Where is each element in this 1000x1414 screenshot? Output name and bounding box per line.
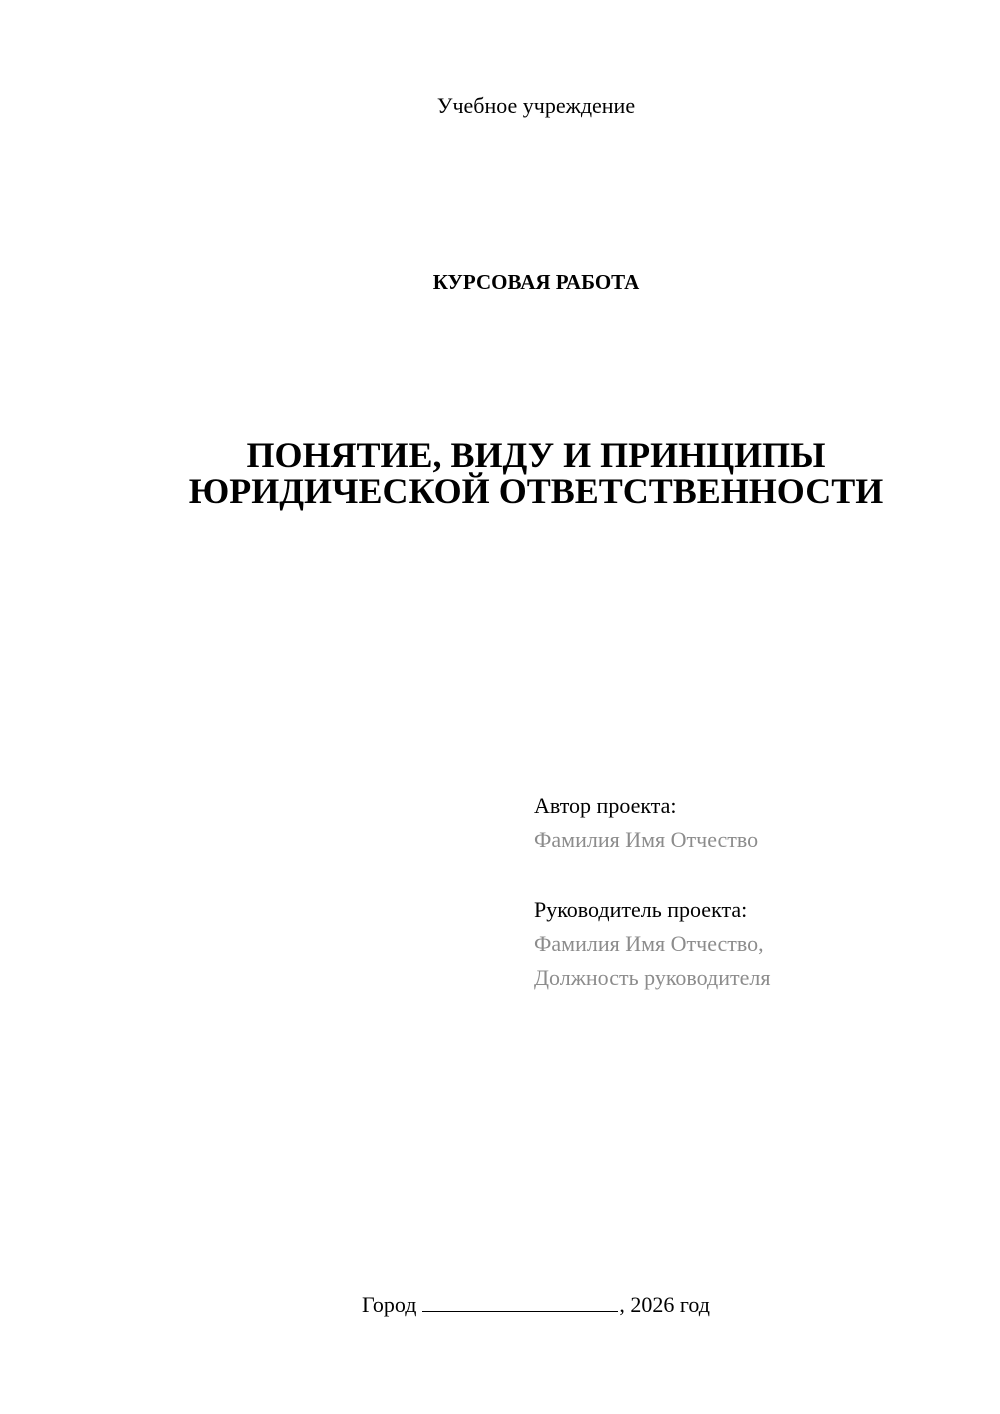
supervisor-label: Руководитель проекта: (534, 897, 748, 922)
supervisor-position: Должность руководителя (534, 965, 771, 990)
spacer (534, 857, 974, 893)
footer-city-year (0, 1290, 1000, 1320)
document-type: КУРСОВАЯ РАБОТА (432, 270, 640, 294)
institution-name: Учебное учреждение (436, 93, 636, 118)
author-label: Автор проекта: (534, 793, 677, 818)
supervisor-name: Фамилия Имя Отчество, (534, 931, 764, 956)
project-info-block (534, 789, 974, 995)
city-label: Город (362, 1292, 417, 1317)
document-title-line-2: ЮРИДИЧЕСКОЙ ОТВЕТСТВЕННОСТИ (188, 471, 884, 511)
document-title-line-1: ПОНЯТИЕ, ВИДУ И ПРИНЦИПЫ (246, 435, 826, 475)
year-text: , 2026 год (619, 1292, 710, 1317)
city-blank-line (422, 1291, 618, 1312)
author-name: Фамилия Имя Отчество (534, 827, 759, 852)
document-title (0, 437, 1000, 509)
